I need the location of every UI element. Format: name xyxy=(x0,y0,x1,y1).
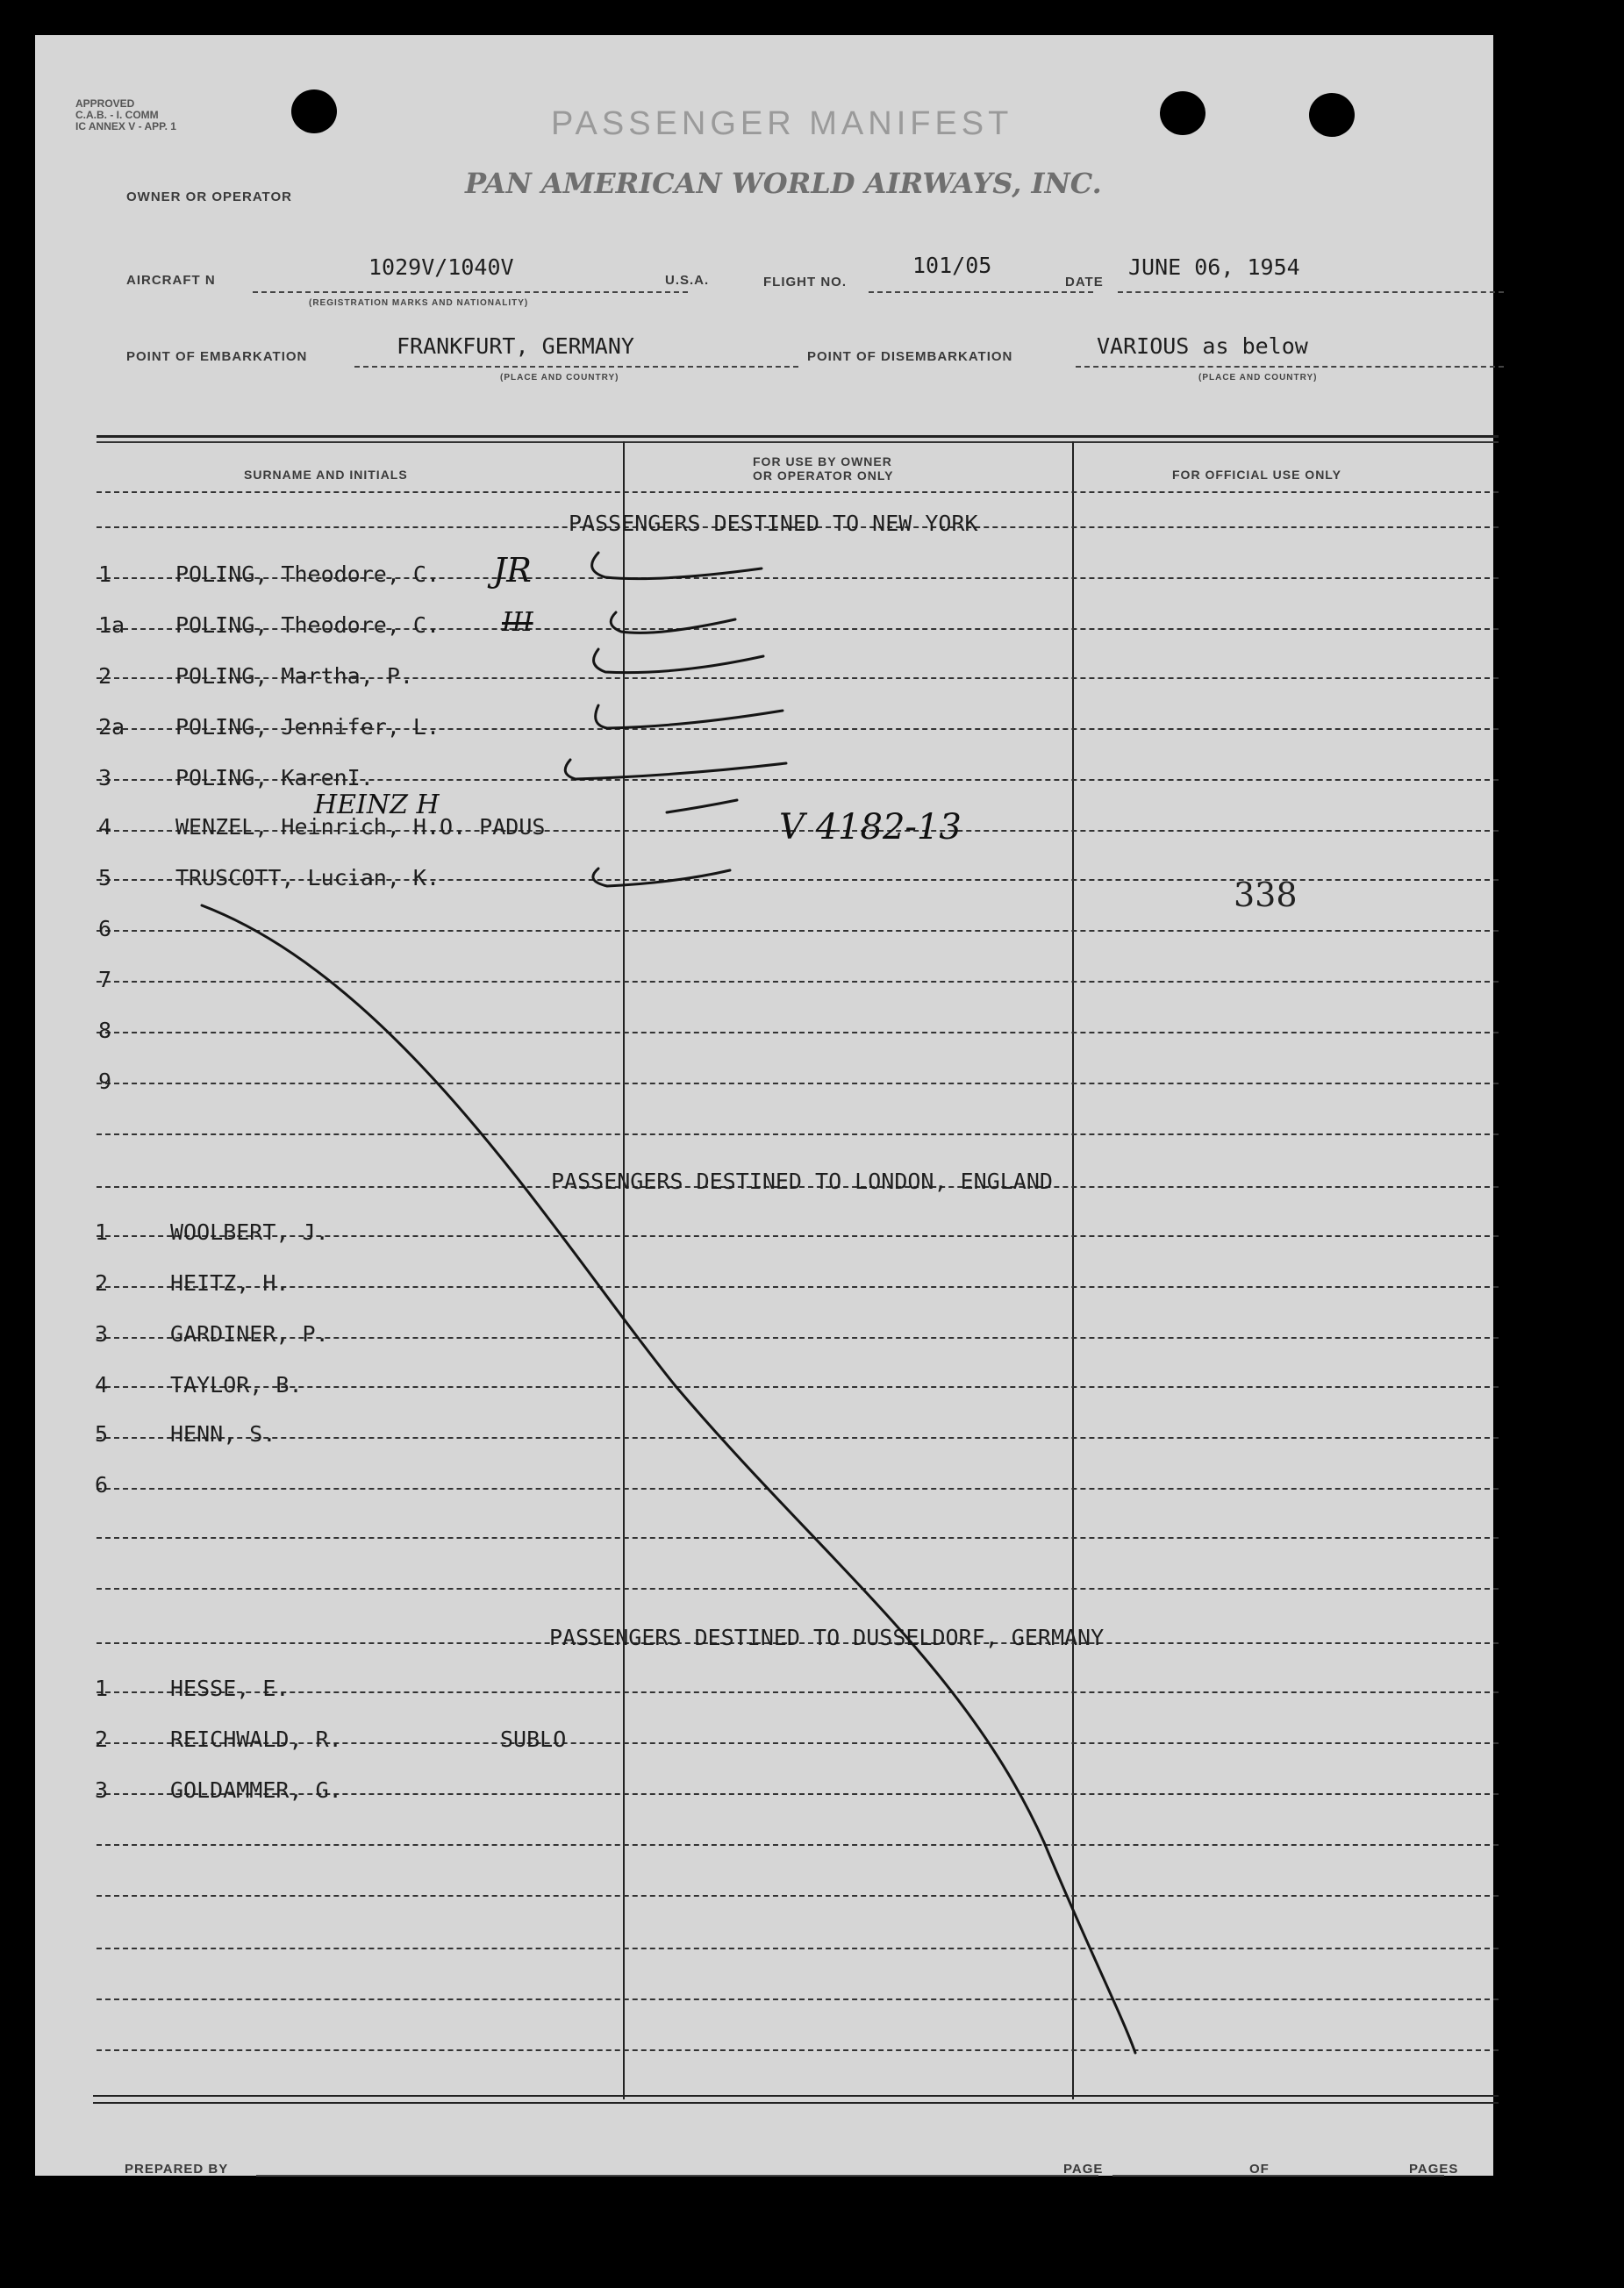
usa-label: U.S.A. xyxy=(665,273,710,288)
flight-label: FLIGHT NO. xyxy=(763,275,847,290)
date-value: JUNE 06, 1954 xyxy=(1128,254,1300,280)
check-mark xyxy=(594,649,763,673)
section-heading-london: PASSENGERS DESTINED TO LONDON, ENGLAND xyxy=(551,1169,1053,1194)
disembarkation-sublabel: (PLACE AND COUNTRY) xyxy=(1198,373,1318,383)
pages-label: PAGES xyxy=(1409,2162,1459,2177)
page-title: PASSENGER MANIFEST xyxy=(551,105,1013,142)
disembarkation-value: VARIOUS as below xyxy=(1097,333,1308,359)
column-header-surname: SURNAME AND INITIALS xyxy=(244,468,408,482)
check-mark xyxy=(565,760,786,779)
approved-stamp: APPROVED C.A.B. - I. COMM IC ANNEX V - APP. 1 xyxy=(75,97,176,132)
check-mark xyxy=(596,705,783,728)
row-number-7: 7 xyxy=(98,967,112,992)
date-label: DATE xyxy=(1065,275,1104,290)
handwritten-iii: III xyxy=(502,607,533,638)
aircraft-label: AIRCRAFT N xyxy=(126,273,216,288)
handwritten-heinz: HEINZ H xyxy=(314,790,440,820)
column-header-owner-use-1: FOR USE BY OWNER xyxy=(753,454,892,468)
column-header-owner-use-2: OR OPERATOR ONLY xyxy=(753,468,894,483)
official-number: 338 xyxy=(1234,876,1298,914)
section-heading-dusseldorf: PASSENGERS DESTINED TO DUSSELDORF, GERMANY xyxy=(549,1625,1105,1650)
column-header-official: FOR OFFICIAL USE ONLY xyxy=(1172,468,1341,482)
check-mark xyxy=(592,553,762,579)
manifest-sheet: APPROVED C.A.B. - I. COMM IC ANNEX V - APP. 1 PASSENGER MANIFEST OWNER OR OPERATOR PAN AMERICAN WORLD AIRWAYS, INC. AIRCRAFT N 1029V/1040V (REGISTRATION MARKS AND NATIONALITY) U.S.A. FLIGHT NO. 101/05 DATE JUNE 06, 1954 POINT OF EMBARKATION FRANKFURT, GERMANY (PLACE AND COUNTRY) POINT OF DISEMBARKATION VARIOUS as below (PLACE AND COUNTRY) SURNAME AND INITIALS FOR USE BY OWNER OR OPERATOR ONLY FOR OFFICIAL USE ONLY PASSENGERS DESTINED TO NEW YORK PASSENGERS DESTINED TO LONDON, ENGLAND PASSENGERS DESTINED TO DUSSELDORF, GERMANY 1 POLING, Theodore, C. JR 1a POLING, Theodore, C. III 2 POLING, Martha, P. 2a POLING, Jennifer, L. 3 POLING, KarenI. 4 WENZEL, Heinrich, H.O. PADUS HEINZ H V 4182-13 5 TRUSCOTT, Lucian, K. 6 7 8 9 338 1 WOOLBERT, J. 2 HEITZ, H. 3 GARDINER, P. 4 TAYLOR, B. 5 HENN, S. 6 1 HESSE, E. 2 REICHWALD, R. SUBLO 3 GOLDAMMER, G. PREPARED BY PAGE OF PAGES xyxy=(35,35,1493,2176)
prepared-by-label: PREPARED BY xyxy=(125,2162,229,2177)
check-mark xyxy=(611,612,735,633)
handwritten-reference: V 4182-13 xyxy=(779,807,962,847)
diagonal-cancel-line xyxy=(202,905,1135,2053)
page-label: PAGE xyxy=(1063,2162,1104,2177)
row-number-6: 6 xyxy=(98,916,112,941)
embarkation-label: POINT OF EMBARKATION xyxy=(126,349,308,364)
flight-value: 101/05 xyxy=(912,253,992,278)
check-mark xyxy=(667,800,737,812)
handwriting-overlay xyxy=(35,35,1493,2176)
embarkation-value: FRANKFURT, GERMANY xyxy=(397,333,634,359)
disembarkation-label: POINT OF DISEMBARKATION xyxy=(807,349,1013,364)
section-heading-new-york: PASSENGERS DESTINED TO NEW YORK xyxy=(569,511,978,536)
row-number-6: 6 xyxy=(95,1472,109,1498)
check-mark xyxy=(593,869,730,886)
embarkation-sublabel: (PLACE AND COUNTRY) xyxy=(500,373,619,383)
row-number-8: 8 xyxy=(98,1018,112,1043)
of-label: OF xyxy=(1249,2162,1270,2177)
owner-label: OWNER OR OPERATOR xyxy=(126,189,292,204)
owner-value: PAN AMERICAN WORLD AIRWAYS, INC. xyxy=(465,167,1102,200)
row-number-9: 9 xyxy=(98,1069,112,1094)
aircraft-value: 1029V/1040V xyxy=(368,254,514,280)
aircraft-sublabel: (REGISTRATION MARKS AND NATIONALITY) xyxy=(309,298,529,308)
handwritten-jr: JR xyxy=(493,551,532,590)
